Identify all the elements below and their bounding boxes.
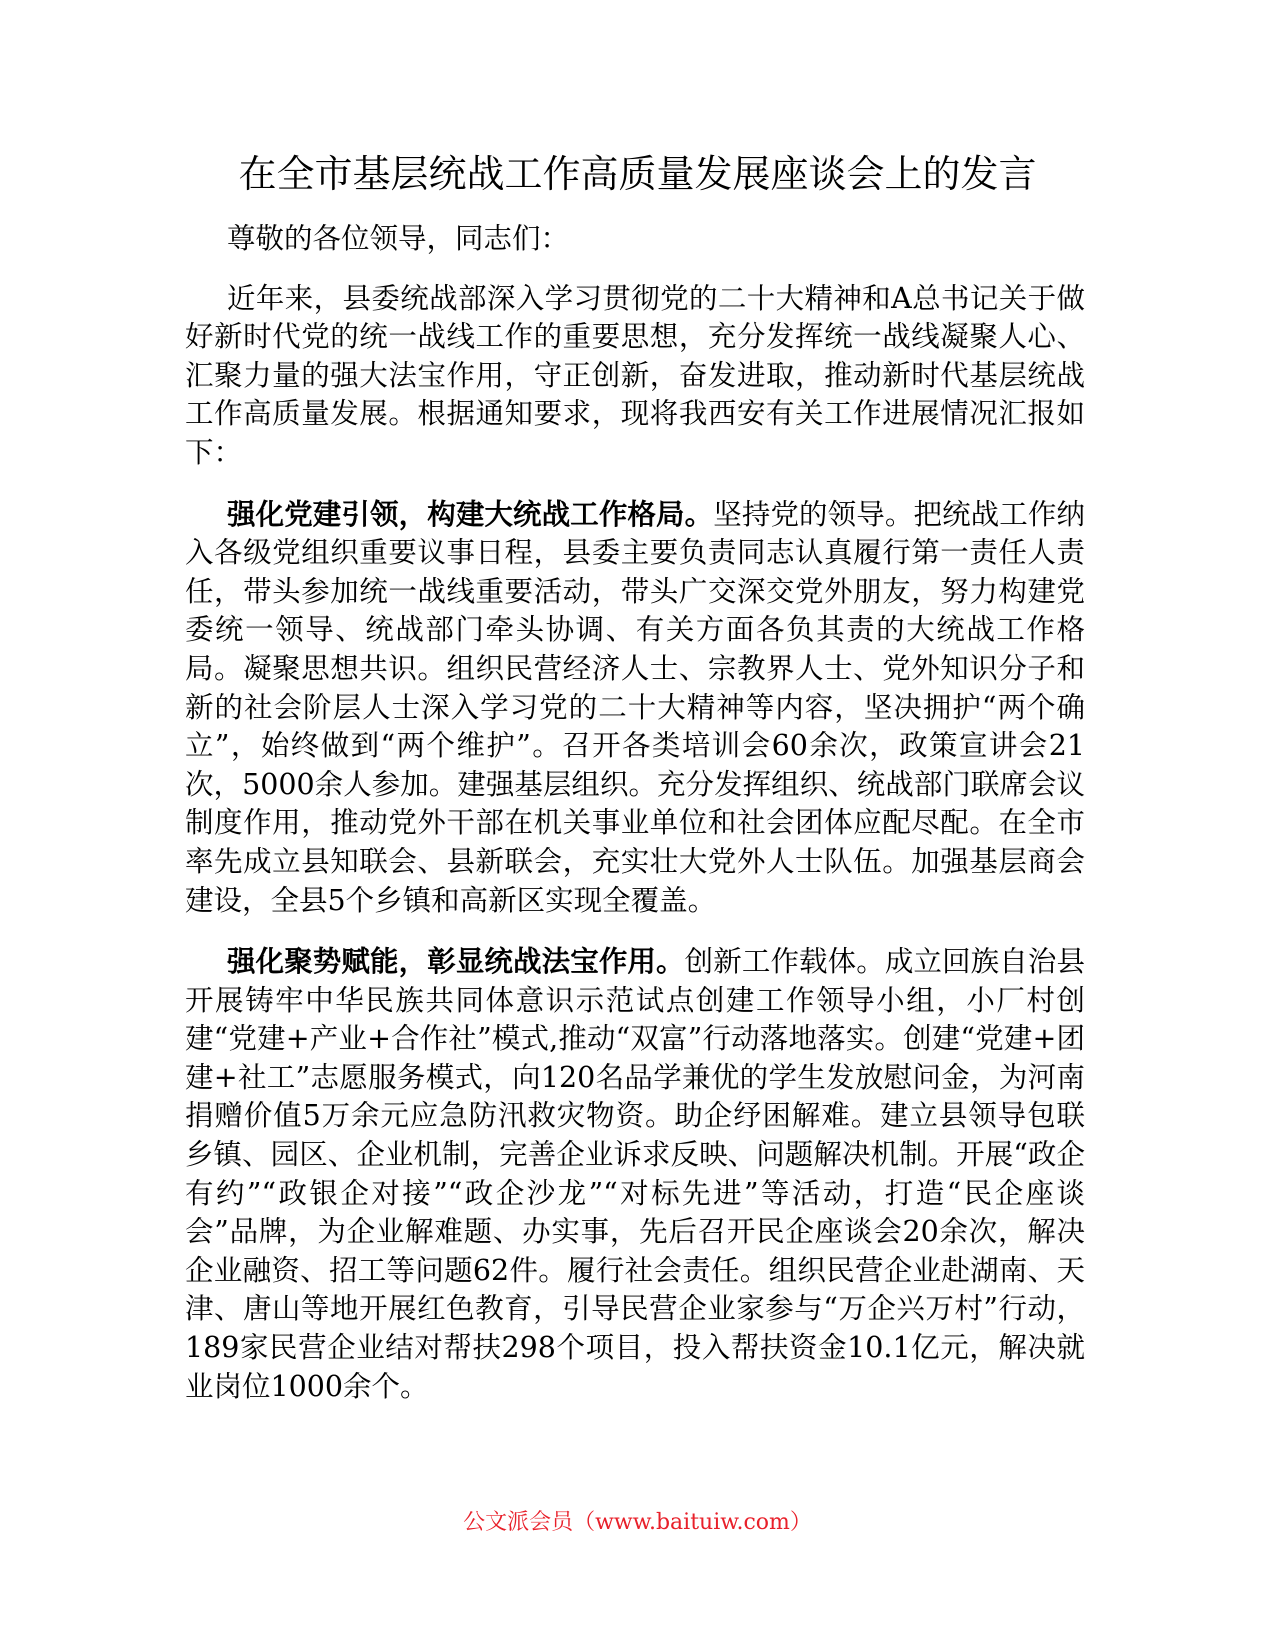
section-heading-1: 强化党建引领，构建大统战工作格局。: [227, 496, 714, 531]
section-text-2: 创新工作载体。成立回族自治县开展铸牢中华民族共同体意识示范试点创建工作领导小组，小厂村创建“党建+产业+合作社”模式,推动“双富”行动落地落实。创建“党建+团建+社工”志愿服务模式，向120名品学兼优的学生发放慰问金，为河南捐赠价值5万余元应急防汛救灾物资。助企纾困解难。建立县领导包联乡镇、园区、企业机制，完善企业诉求反映、问题解决机制。开展“政企有约”“政银企对接”“政企沙龙”“对标先进”等活动，打造“民企座谈会”品牌，为企业解难题、办实事，先后召开民企座谈会20余次，解决企业融资、招工等问题62件。履行社会责任。组织民营企业赴湖南、天津、唐山等地开展红色教育，引导民营企业家参与“万企兴万村”行动，189家民营企业结对帮扶298个项目，投入帮扶资金10.1亿元，解决就业岗位1000余个。: [185, 945, 1085, 1403]
greeting-paragraph: 尊敬的各位领导，同志们：: [227, 222, 570, 255]
document-body: [185, 220, 1085, 1428]
section-paragraph-2: [185, 942, 1085, 1406]
intro-paragraph: 近年来，县委统战部深入学习贯彻党的二十大精神和A总书记关于做好新时代党的统一战线工作的重要思想，充分发挥统一战线凝聚人心、汇聚力量的强大法宝作用，守正创新，奋发进取，推动新时代基层统战工作高质量发展。根据通知要求，现将我西安有关工作进展情况汇报如下：: [185, 281, 1085, 469]
section-heading-2: 强化聚势赋能，彰显统战法宝作用。: [227, 944, 685, 979]
document-title: 在全市基层统战工作高质量发展座谈会上的发言: [238, 152, 1037, 196]
section-text-1: 坚持党的领导。把统战工作纳入各级党组织重要议事日程，县委主要负责同志认真履行第一责任人责任，带头参加统一战线重要活动，带头广交深交党外朋友，努力构建党委统一领导、统战部门牵头协调、有关方面各负其责的大统战工作格局。凝聚思想共识。组织民营经济人士、宗教界人士、党外知识分子和新的社会阶层人士深入学习党的二十大精神等内容，坚决拥护“两个确立”，始终做到“两个维护”。召开各类培训会60余次，政策宣讲会21次，5000余人参加。建强基层组织。充分发挥组织、统战部门联席会议制度作用，推动党外干部在机关事业单位和社会团体应配尽配。在全市率先成立县知联会、县新联会，充实壮大党外人士队伍。加强基层商会建设，全县5个乡镇和高新区实现全覆盖。: [185, 497, 1085, 917]
section-paragraph-1: [185, 495, 1085, 921]
footer-watermark: 公文派会员（www.baituiw.com）: [463, 1510, 812, 1535]
